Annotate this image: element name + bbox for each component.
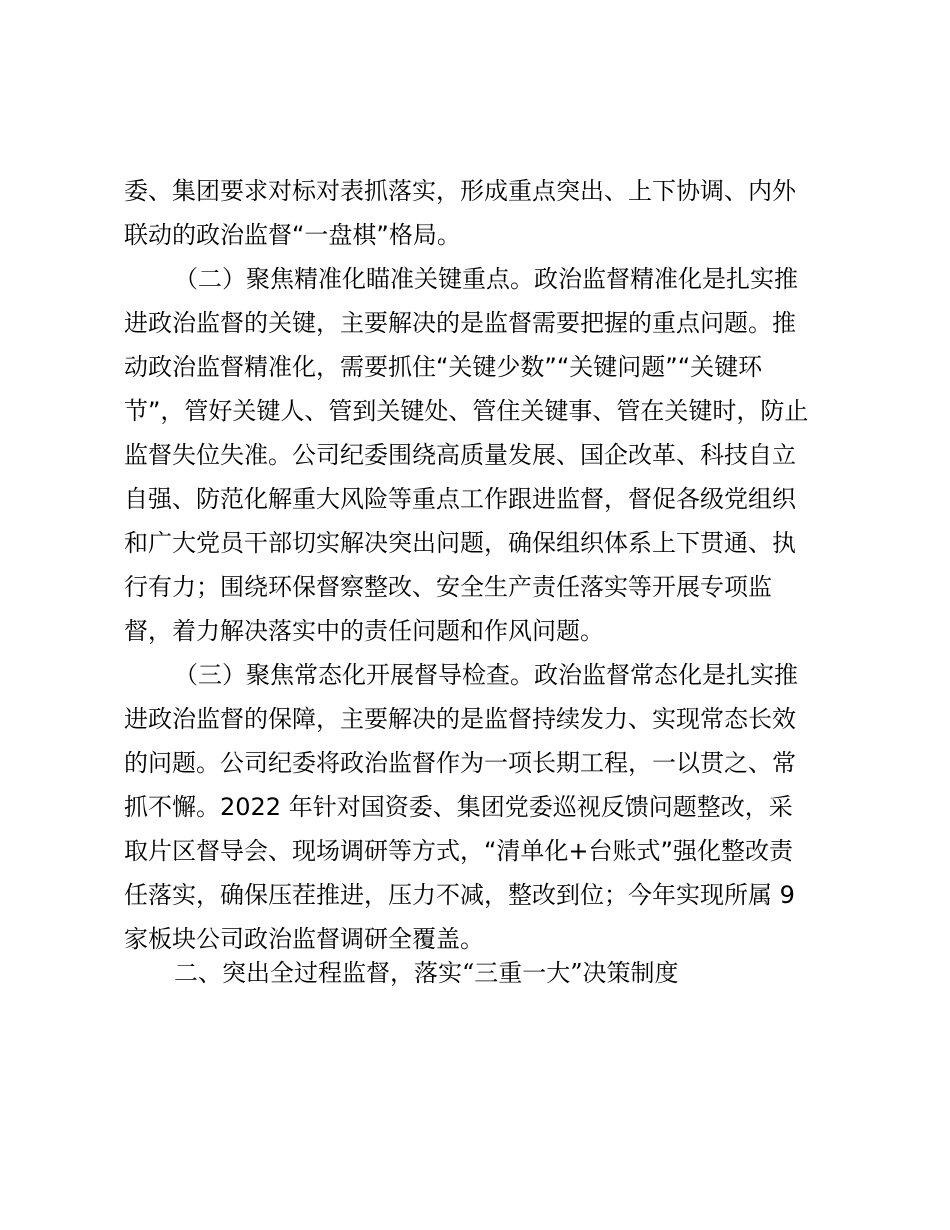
paragraph-line: 行有力；围绕环保督察整改、安全生产责任落实等开展专项监 [124,573,772,601]
paragraph-line: 抓不懈。2022 年针对国资委、集团党委巡视反馈问题整改，采 [124,793,793,821]
paragraph-line: 监督失位失准。公司纪委围绕高质量发展、国企改革、科技自立 [124,441,796,469]
paragraph-line: 任落实，确保压茬推进，压力不减，整改到位；今年实现所属 9 [124,881,795,909]
paragraph-line: 节”，管好关键人、管到关键处、管住关键事、管在关键时，防止 [124,397,809,425]
section-two-heading-line: （二）聚焦精准化瞄准关键重点。政治监督精准化是扎实推 [174,265,798,293]
paragraph-line: 委、集团要求对标对表抓落实，形成重点突出、上下协调、内外 [124,177,796,205]
paragraph-line: 和广大党员干部切实解决突出问题，确保组织体系上下贯通、执 [124,529,796,557]
paragraph-line: 联动的政治监督“一盘棋”格局。 [124,221,461,249]
paragraph-line: 取片区督导会、现场调研等方式，“清单化+台账式”强化整改责 [124,837,793,865]
paragraph-line: 的问题。公司纪委将政治监督作为一项长期工程，一以贯之、常 [124,749,796,777]
section-three-heading-line: （三）聚焦常态化开展督导检查。政治监督常态化是扎实推 [174,661,798,689]
paragraph-line: 家板块公司政治监督调研全覆盖。 [124,925,484,953]
paragraph-line: 进政治监督的保障，主要解决的是监督持续发力、实现常态长效 [124,705,796,733]
paragraph-line: 动政治监督精准化，需要抓住“关键少数”“关键问题”“关键环 [124,353,763,381]
paragraph-line: 自强、防范化解重大风险等重点工作跟进监督，督促各级党组织 [124,485,796,513]
section-heading: 二、突出全过程监督，落实“三重一大”决策制度 [174,959,679,987]
paragraph-line: 进政治监督的关键，主要解决的是监督需要把握的重点问题。推 [124,309,796,337]
paragraph-line: 督，着力解决落实中的责任问题和作风问题。 [124,617,604,645]
